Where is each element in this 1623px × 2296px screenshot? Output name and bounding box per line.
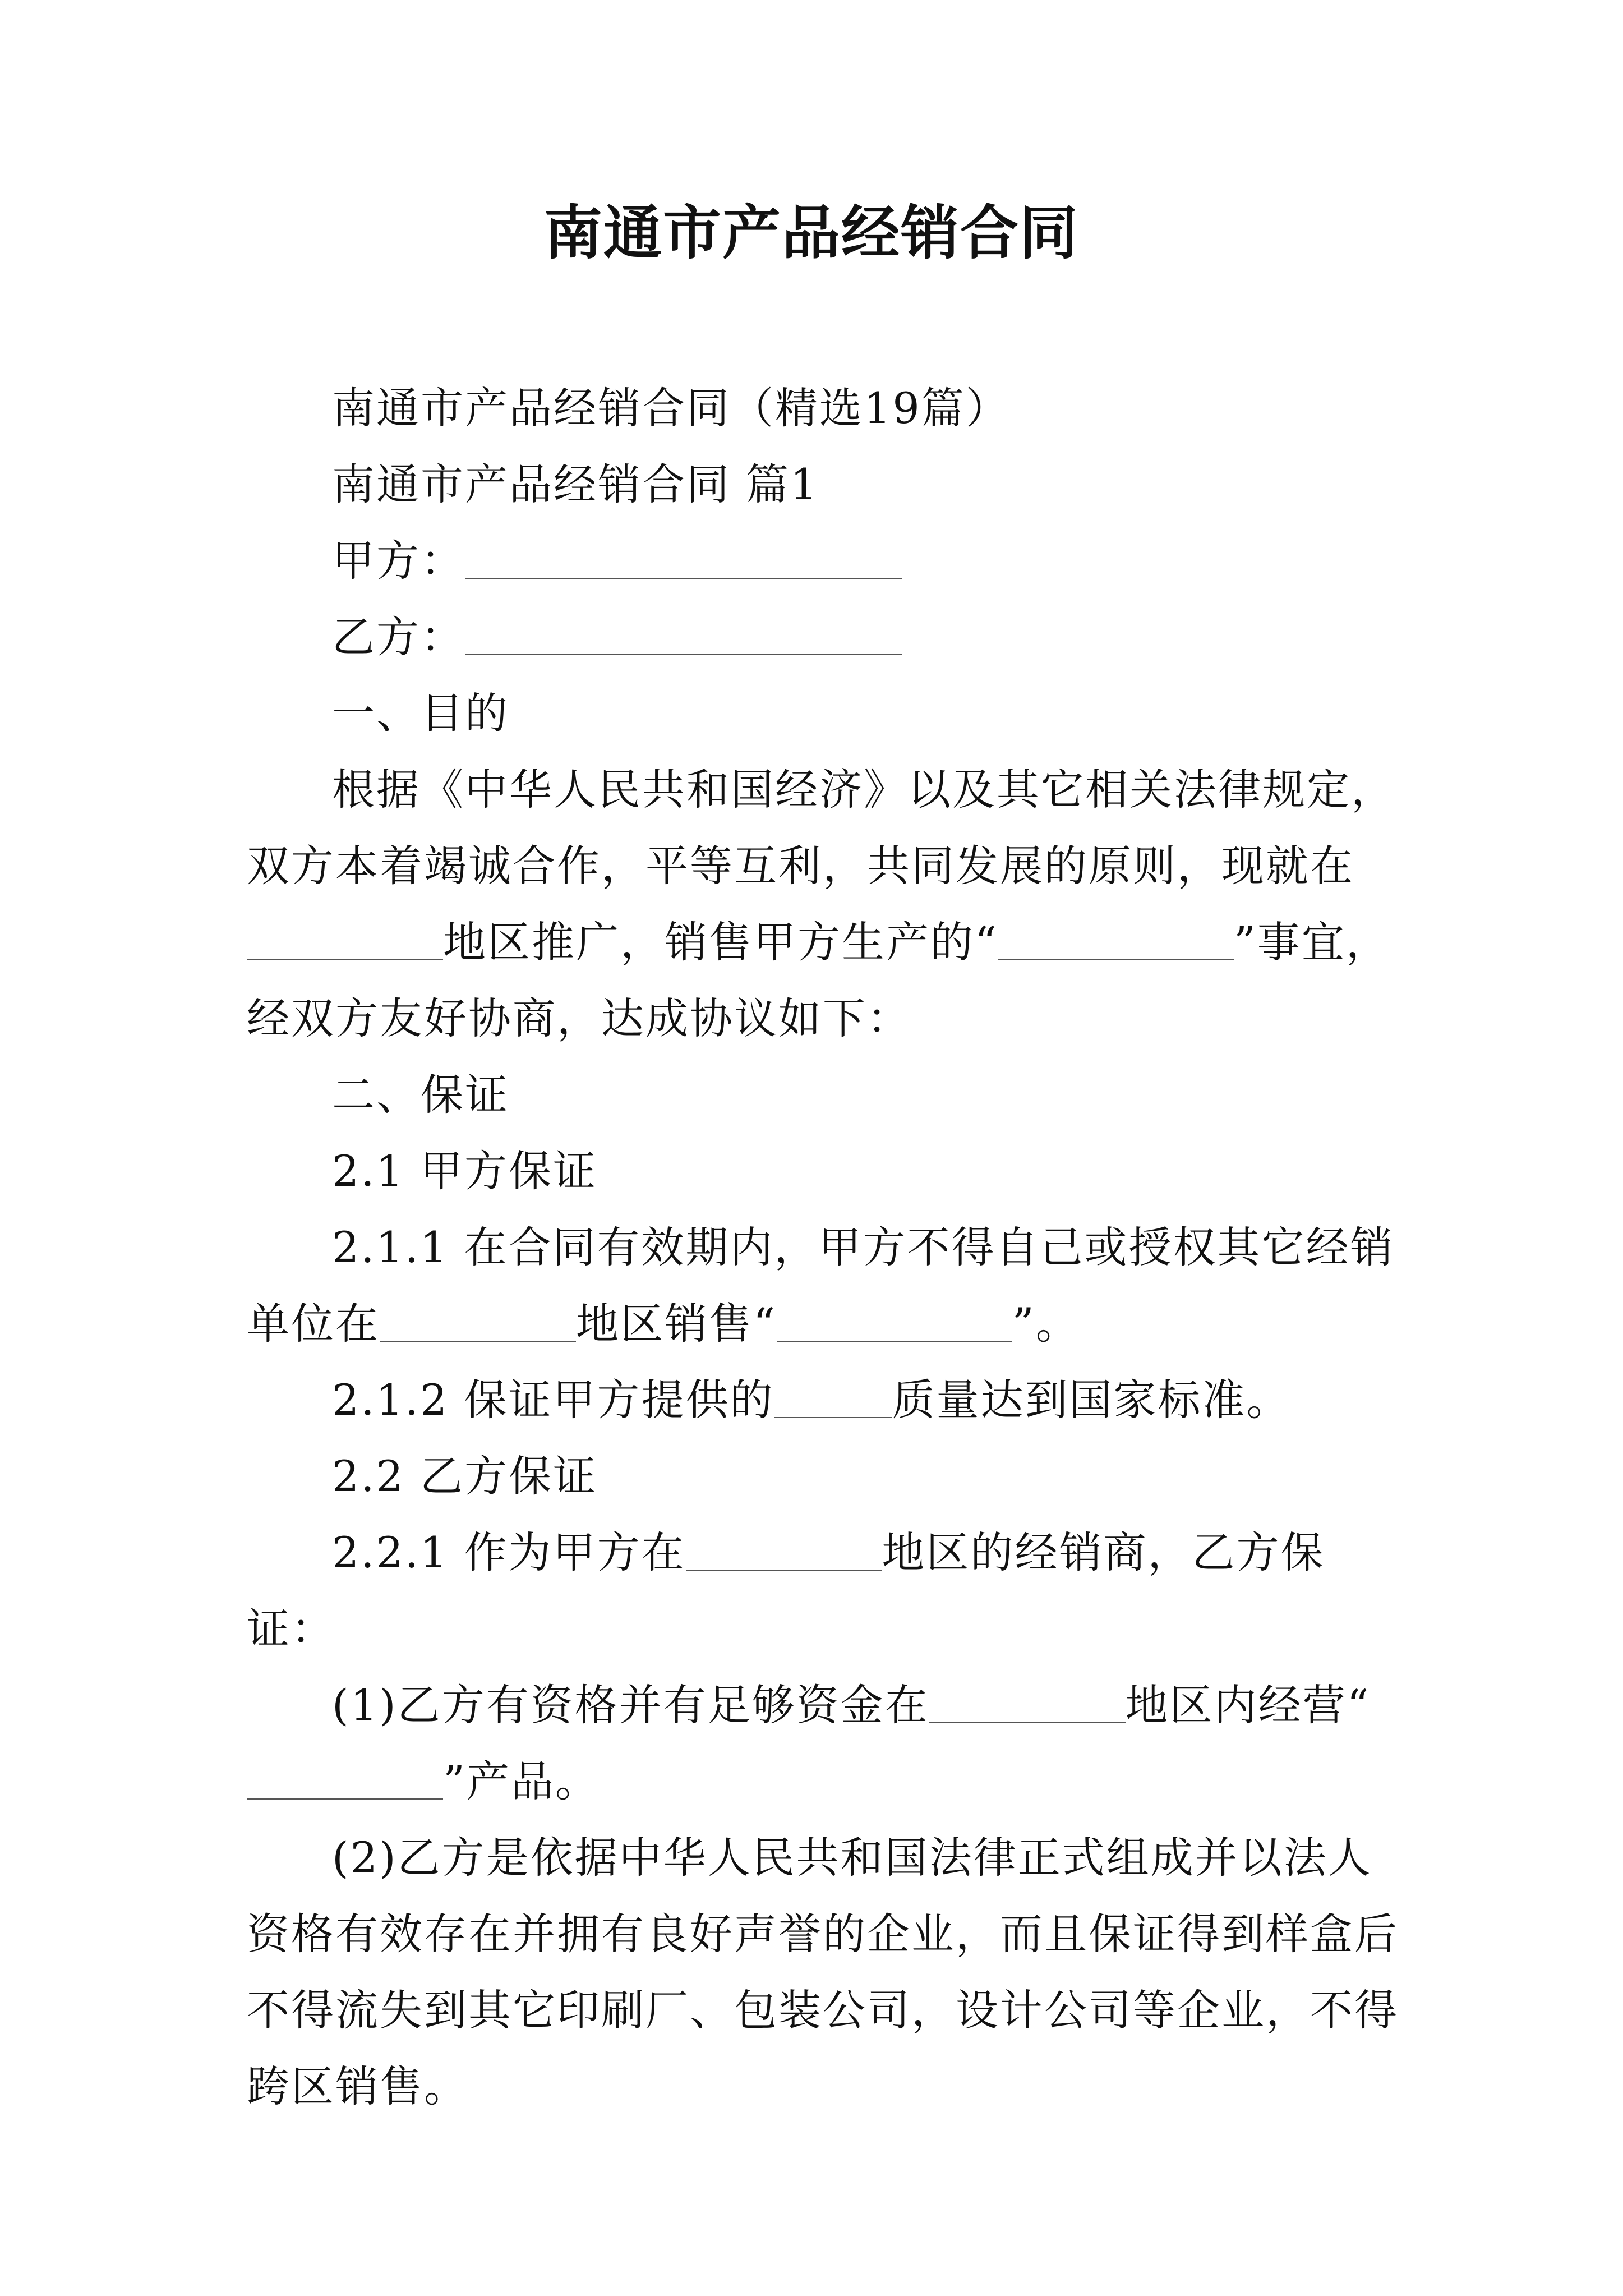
paragraph-subtitle (247, 370, 1402, 447)
text: 根据《中华人民共和国经济》以及其它相关法律规定，双方本着竭诚合作，平等互利，共同发展的原则，现就在 (247, 765, 1395, 891)
product-blank (247, 1759, 443, 1800)
text: 2.1 甲方保证 (332, 1146, 598, 1196)
product-blank (777, 1301, 1012, 1342)
section-heading-guarantee (247, 1057, 1402, 1133)
text: 2.2.1 作为甲方在 (332, 1527, 686, 1577)
text: 质量达到国家标准。 (892, 1375, 1291, 1425)
text: (2)乙方是依据中华人民共和国法律正式组成并以法人资格有效存在并拥有良好声誉的企业，而且保证得到样盒后不得流失到其它印刷厂、包装公司，设计公司等企业，不得跨区销售。 (247, 1833, 1399, 2111)
text: ”产品。 (443, 1756, 600, 1806)
clause-2-1-2 (247, 1362, 1402, 1438)
text: ”。 (1012, 1299, 1080, 1349)
paragraph-part-heading (247, 447, 1402, 523)
subsection-heading-2-2 (247, 1438, 1402, 1515)
subsection-heading-2-1 (247, 1133, 1402, 1209)
product-blank (998, 920, 1234, 960)
region-blank (929, 1683, 1126, 1723)
product-blank (774, 1378, 892, 1418)
party-b-blank (465, 615, 902, 655)
text: 一、目的 (332, 688, 509, 738)
text: 地区内经营“ (1125, 1680, 1371, 1730)
text: (1)乙方有资格并有足够资金在 (332, 1680, 929, 1730)
document-title: 南通市产品经销合同 (543, 199, 1079, 267)
party-b-label: 乙方： (332, 612, 465, 662)
item-1 (247, 1667, 1402, 1820)
region-blank (247, 920, 443, 960)
party-b-line (247, 599, 1402, 675)
party-a-blank (465, 539, 902, 579)
document-body (247, 370, 1402, 2125)
clause-2-2-1 (247, 1515, 1402, 1667)
text: ”事宜，经双方友好协商，达成协议如下： (247, 917, 1390, 1043)
section-heading-purpose (247, 675, 1402, 752)
party-a-label: 甲方： (332, 536, 465, 586)
text: 地区推广，销售甲方生产的“ (443, 917, 998, 967)
text: 南通市产品经销合同（精选19篇） (332, 383, 1010, 433)
text: 2.1.2 保证甲方提供的 (332, 1375, 774, 1425)
region-blank (686, 1530, 882, 1571)
paragraph-purpose (247, 752, 1402, 1057)
text: 2.2 乙方保证 (332, 1451, 598, 1501)
text: 二、保证 (332, 1070, 509, 1120)
text: 地区的经销商，乙方保证： (247, 1527, 1325, 1654)
item-2 (247, 1820, 1402, 2125)
party-a-line (247, 523, 1402, 599)
clause-2-1-1 (247, 1209, 1402, 1362)
text: 地区销售“ (576, 1299, 777, 1349)
region-blank (380, 1301, 576, 1342)
text: 南通市产品经销合同 篇1 (332, 459, 819, 509)
text: 2.1.1 在合同有效期内，甲方不得自己或授权其它经销单位在 (247, 1222, 1395, 1349)
